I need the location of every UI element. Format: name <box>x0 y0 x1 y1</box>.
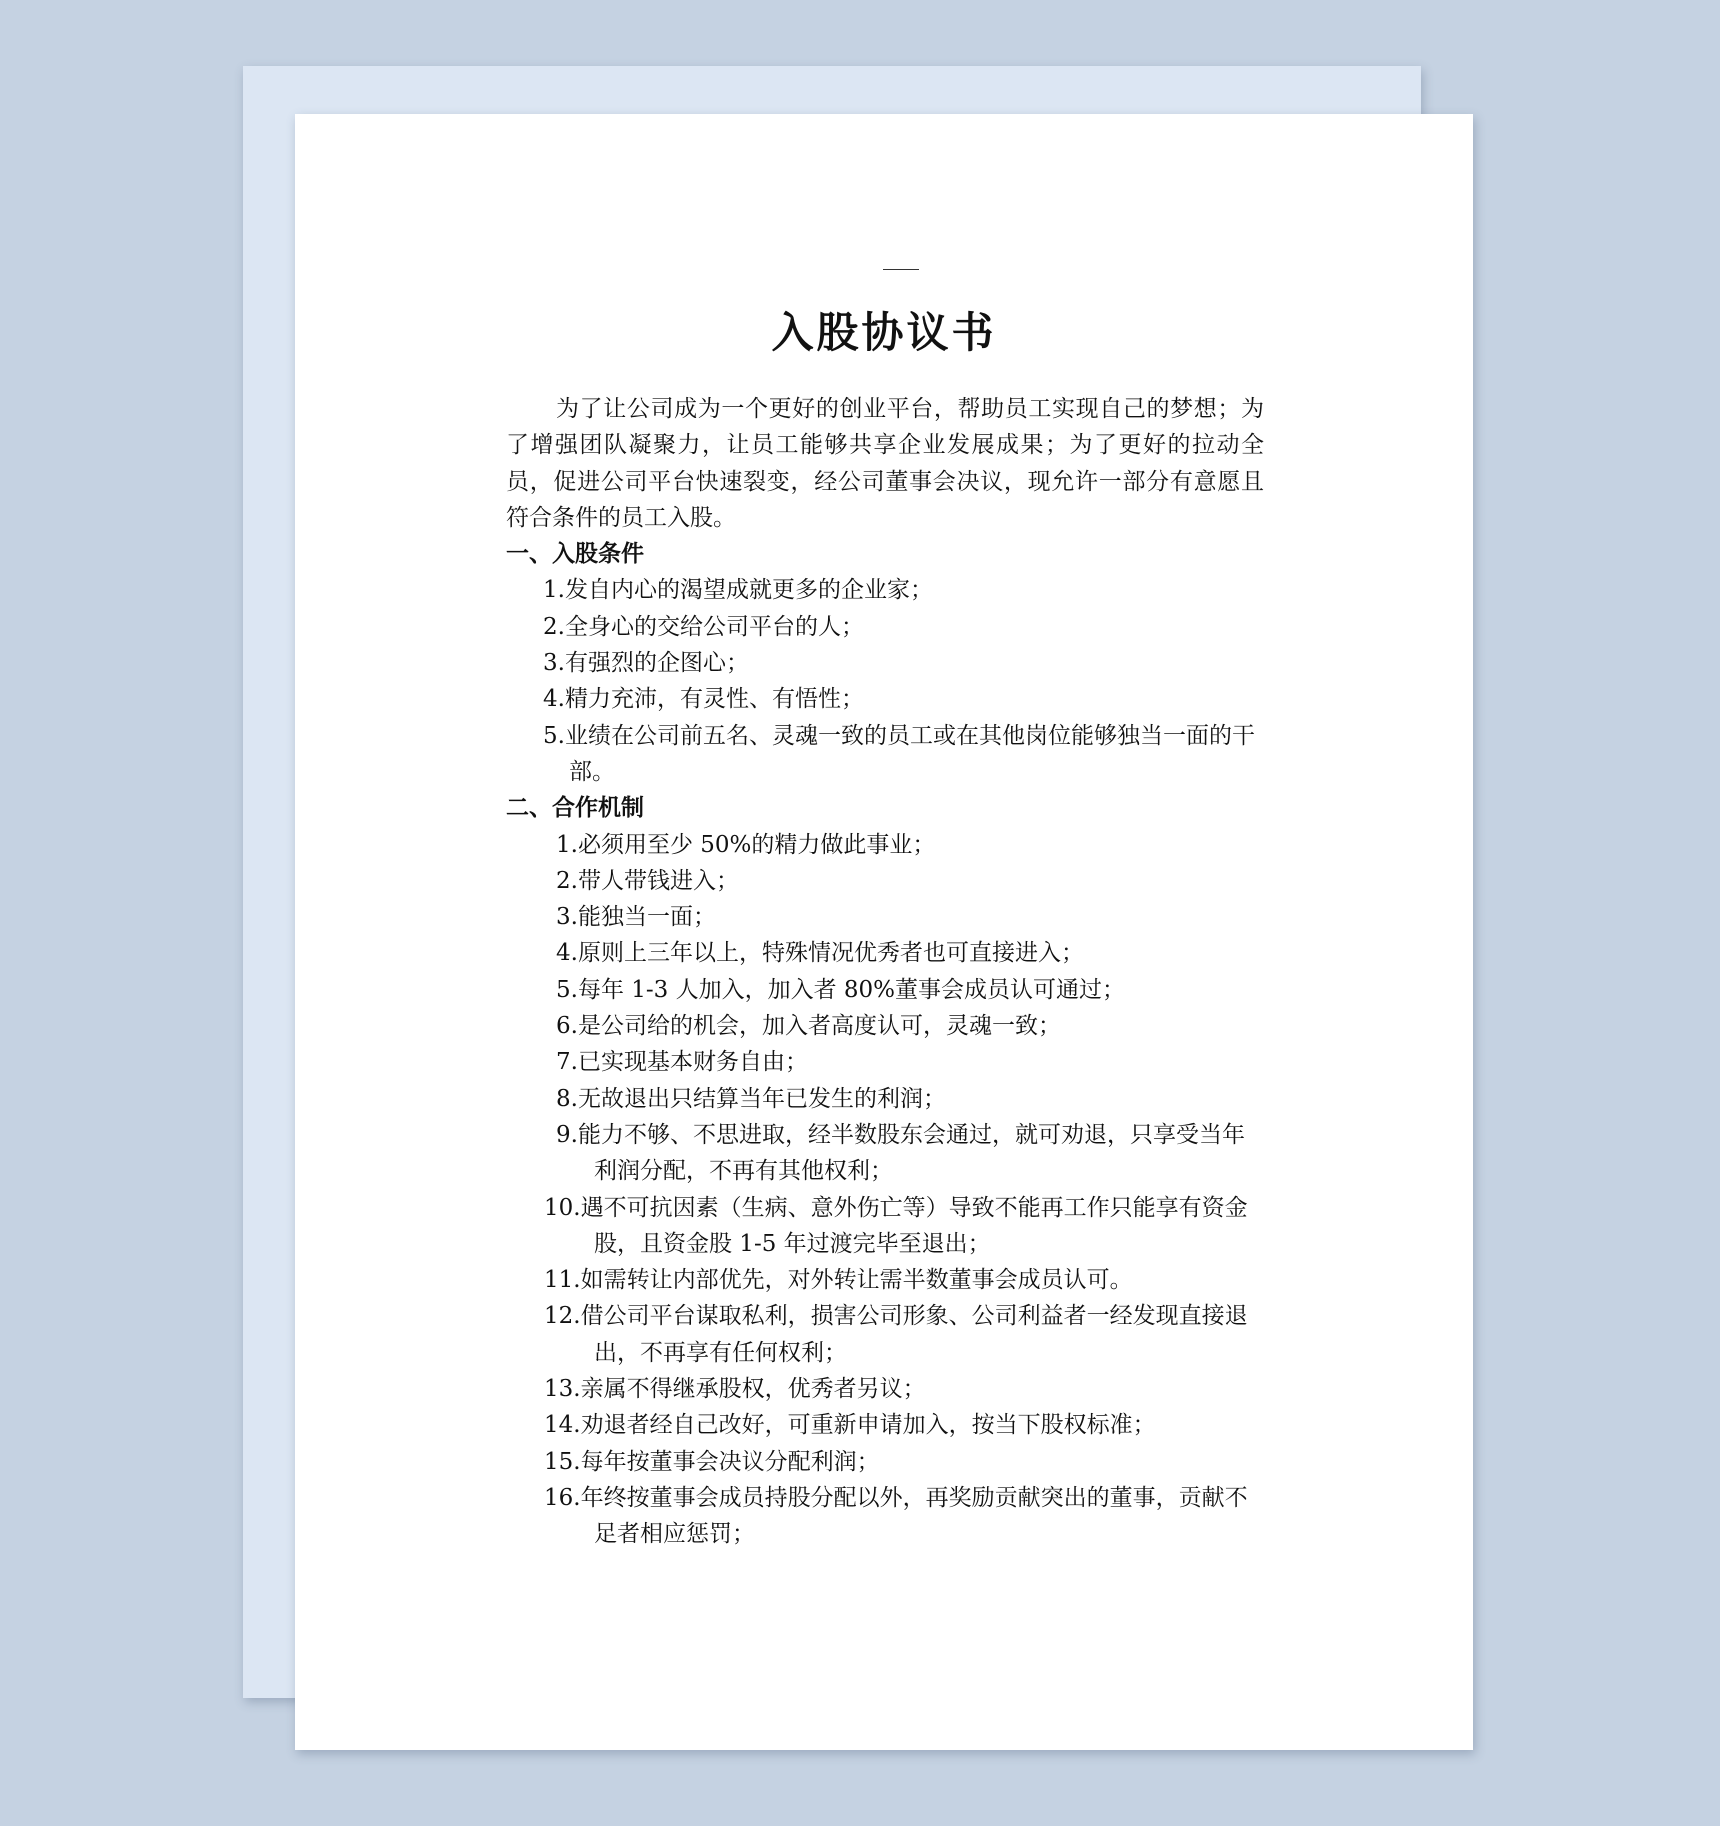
mechanism-item: 6.是公司给的机会，加入者高度认可，灵魂一致； <box>556 1013 1061 1040</box>
mechanism-item: 9.能力不够、不思进取，经半数股东会通过，就可劝退，只享受当年利润分配，不再有其他权利； <box>556 1121 1245 1185</box>
mechanism-item: 16.年终按董事会成员持股分配以外，再奖励贡献突出的董事，贡献不足者相应惩罚； <box>544 1484 1248 1548</box>
section-heading-conditions: 一、入股条件 <box>506 540 644 568</box>
condition-item: 5.业绩在公司前五名、灵魂一致的员工或在其他岗位能够独当一面的干部。 <box>543 722 1255 785</box>
document-page <box>295 114 1473 1750</box>
document-body <box>506 391 1264 1553</box>
condition-item: 4.精力充沛，有灵性、有悟性； <box>543 686 864 713</box>
mechanism-item: 8.无故退出只结算当年已发生的利润； <box>556 1085 946 1112</box>
document-title: 入股协议书 <box>771 308 997 357</box>
mechanism-item: 11.如需转让内部优先，对外转让需半数董事会成员认可。 <box>544 1267 1133 1294</box>
mechanism-item: 12.借公司平台谋取私利，损害公司形象、公司利益者一经发现直接退出，不再享有任何权利； <box>544 1303 1248 1366</box>
mechanism-item: 5.每年 1-3 人加入，加入者 80%董事会成员认可通过； <box>556 976 1126 1003</box>
section-heading-mechanism: 二、合作机制 <box>506 794 644 822</box>
mechanism-item: 14.劝退者经自己改好，可重新申请加入，按当下股权标准； <box>544 1412 1156 1439</box>
mechanism-item: 3.能独当一面； <box>556 904 716 931</box>
conditions-list <box>506 572 1264 790</box>
intro-paragraph: 为了让公司成为一个更好的创业平台，帮助员工实现自己的梦想；为了增强团队凝聚力，让员工能够共享企业发展成果；为了更好的拉动全员，促进公司平台快速裂变，经公司董事会决议，现允许一部分有意愿且符合条件的员工入股。 <box>506 396 1264 531</box>
mechanism-item: 7.已实现基本财务自由； <box>556 1049 808 1076</box>
mechanism-item: 2.带人带钱进入； <box>556 867 739 894</box>
mechanism-item: 4.原则上三年以上，特殊情况优秀者也可直接进入； <box>556 940 1084 967</box>
mechanism-item: 15.每年按董事会决议分配利润； <box>544 1448 880 1475</box>
mechanism-list <box>506 827 1264 1553</box>
mechanism-item: 10.遇不可抗因素（生病、意外伤亡等）导致不能再工作只能享有资金股，且资金股 1-5 年过渡完毕至退出； <box>544 1194 1248 1257</box>
condition-item: 1.发自内心的渴望成就更多的企业家； <box>543 577 933 604</box>
condition-item: 3.有强烈的企图心； <box>543 650 749 677</box>
mechanism-item: 1.必须用至少 50%的精力做此事业； <box>556 831 936 858</box>
condition-item: 2.全身心的交给公司平台的人； <box>543 613 864 640</box>
mechanism-item: 13.亲属不得继承股权，优秀者另议； <box>544 1376 926 1403</box>
top-dash-mark <box>883 269 919 270</box>
